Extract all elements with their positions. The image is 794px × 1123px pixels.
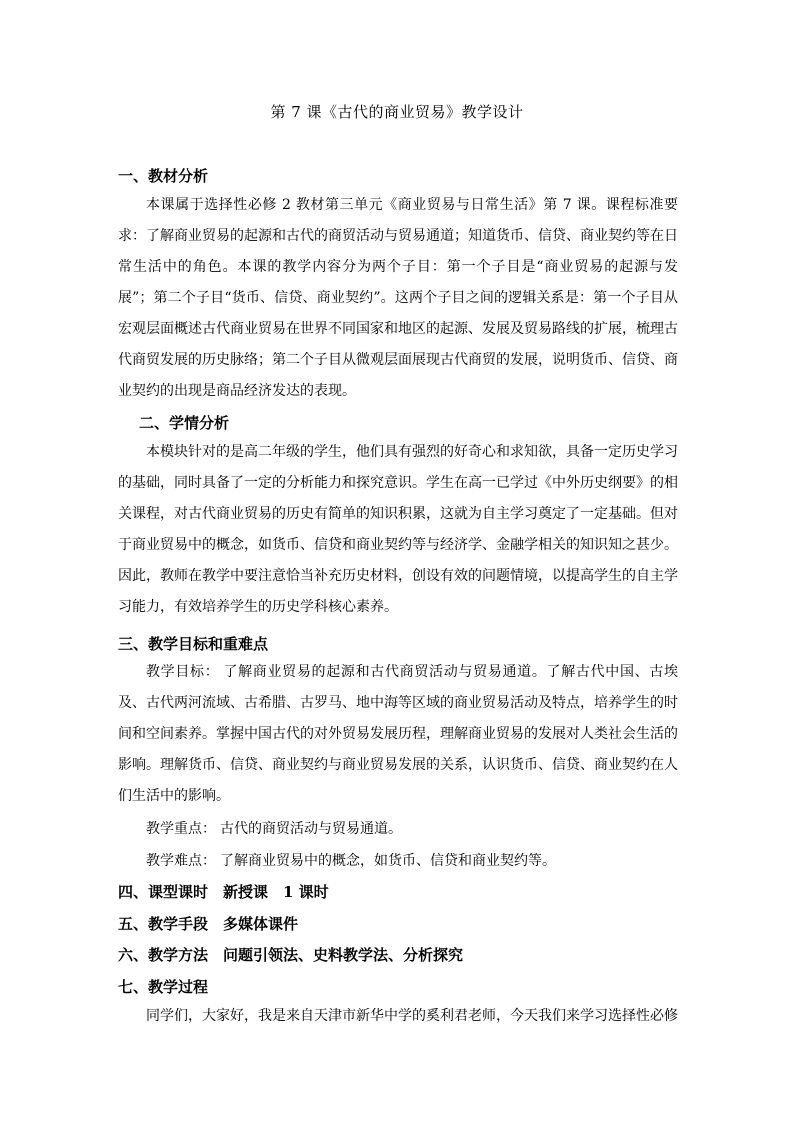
paragraph-objectives	[118, 657, 678, 812]
key-points-label: 教学重点：	[146, 821, 216, 837]
section-heading-teaching-process: 七、教学过程	[118, 978, 209, 996]
paragraph-textbook-analysis: 本课属于选择性必修 2 教材第三单元《商业贸易与日常生活》第 7 课。课程标准要求：了解商业贸易的起源和古代的商贸活动与贸易通道；知道货币、信贷、商业契约等在日常生活中的角色。本课的教学内容分为两个子目：第一个子目是“商业贸易的起源与发展”；第二个子目“货币、信贷、商业契约”。这两个子目之间的逻辑关系是：第一个子目从宏观层面概述古代商业贸易在世界不同国家和地区的起源、发展及贸易路线的扩展，梳理古代商贸发展的历史脉络；第二个子目从微观层面展现古代商贸的发展，说明货币、信贷、商业契约的出现是商品经济发达的表现。	[118, 197, 678, 399]
section-heading-lesson-type: 四、课型课时 新授课 1 课时	[118, 883, 329, 901]
paragraph-student-analysis: 本模块针对的是高二年级的学生，他们具有强烈的好奇心和求知欲，具备一定历史学习的基础，同时具备了一定的分析能力和探究意识。学生在高一已学过《中外历史纲要》的相关课程，对古代商业贸易的历史有简单的知识积累，这就为自主学习奠定了一定基础。但对于商业贸易中的概念，如货币、信贷和商业契约等与经济学、金融学相关的知识知之甚少。因此，教师在教学中要注意恰当补充历史材料，创设有效的问题情境，以提高学生的自主学习能力，有效培养学生的历史学科核心素养。	[118, 444, 678, 615]
document-title: 第 7 课《古代的商业贸易》教学设计	[270, 103, 524, 121]
difficult-points-line	[146, 849, 556, 873]
section-heading-objectives: 三、教学目标和重难点	[118, 635, 269, 653]
section-heading-textbook-analysis: 一、教材分析	[118, 167, 209, 185]
paragraph-teaching-process: 同学们，大家好，我是来自天津市新华中学的奚利君老师，今天我们来学习选择性必修	[146, 1008, 678, 1024]
key-points-text: 古代的商贸活动与贸易通道。	[220, 821, 402, 837]
section-heading-student-analysis: 二、学情分析	[139, 414, 230, 432]
key-points-line	[146, 817, 402, 841]
difficult-points-label: 教学难点：	[146, 853, 216, 869]
difficult-points-text: 了解商业贸易中的概念，如货币、信贷和商业契约等。	[220, 853, 556, 869]
objectives-text: 了解商业贸易的起源和古代商贸活动与贸易通道。了解古代中国、古埃及、古代两河流域、古希腊、古罗马、地中海等区域的商业贸易活动及特点，培养学生的时间和空间素养。掌握中国古代的对外贸易发展历程，理解商业贸易的发展对人类社会生活的影响。理解货币、信贷、商业契约与商业贸易发展的关系，认识货币、信贷、商业契约在人们生活中的影响。	[118, 664, 679, 804]
section-heading-teaching-methods: 六、教学方法 问题引领法、史料教学法、分析探究	[118, 946, 464, 964]
section-heading-teaching-means: 五、教学手段 多媒体课件	[118, 915, 299, 933]
objectives-label: 教学目标：	[146, 664, 220, 680]
